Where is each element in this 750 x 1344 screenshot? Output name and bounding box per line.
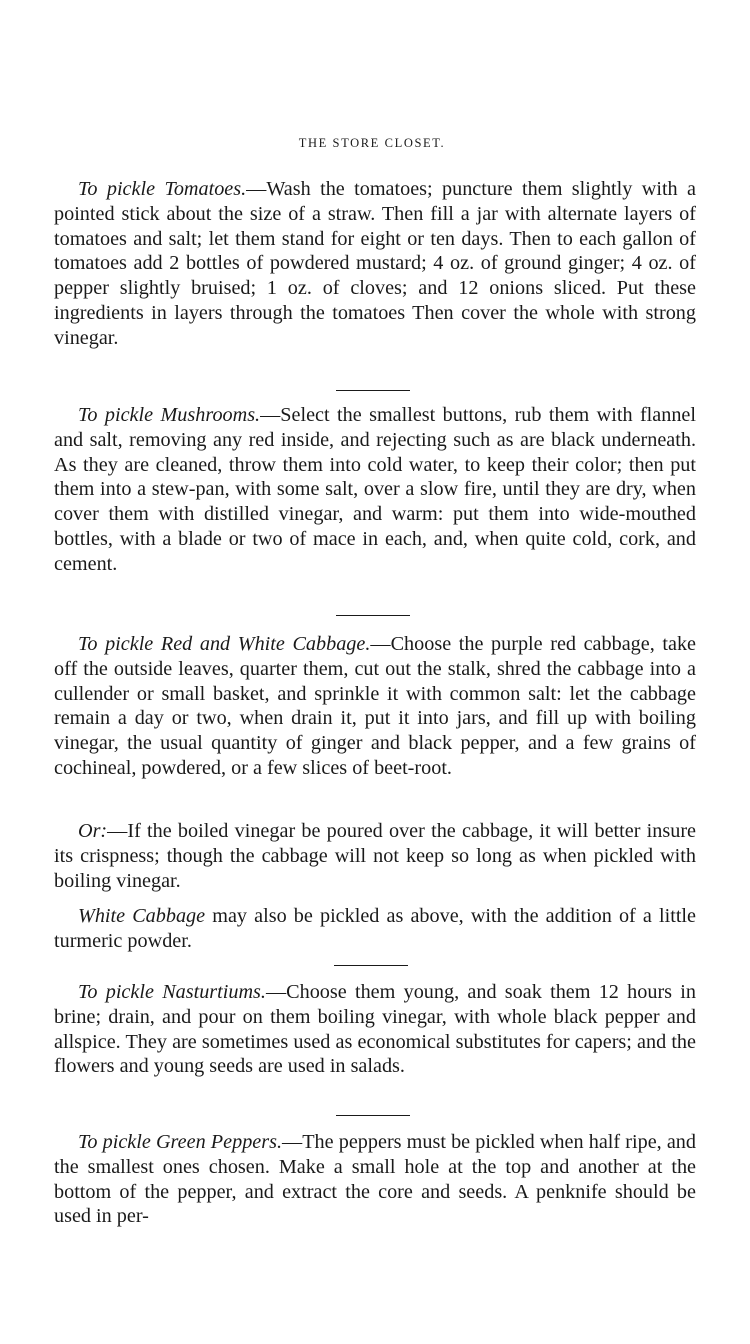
recipe-body: —Choose the purple red cabbage, take off the outside leaves, quarter them, cut out the stalk, shred the cabbage into a cullender or small basket, and sprinkle it with common salt: let the cabbage remain a day or two, when drain it, put it into jars, and fill up with boiling vinegar, the usual quantity of ginger and black pepper, and a few grains of cochineal, powdered, or a few slices of beet-root. [54, 633, 696, 779]
running-head: THE STORE CLOSET. [298, 136, 446, 150]
recipe-paragraph [54, 632, 696, 781]
section-rule [334, 965, 408, 966]
recipe-tomatoes [54, 177, 696, 351]
recipe-white-cabbage [54, 904, 696, 954]
section-rule [336, 390, 410, 391]
recipe-title: Or: [78, 820, 108, 842]
section-rule [336, 615, 410, 616]
recipe-green-peppers [54, 1130, 696, 1229]
recipe-title: To pickle Tomatoes. [78, 178, 247, 200]
recipe-title: To pickle Red and White Cabbage. [78, 633, 371, 655]
recipe-body: —If the boiled vinegar be poured over the cabbage, it will better insure its crispness; though the cabbage will not keep so long as when pickled with boiling vinegar. [54, 820, 696, 892]
recipe-title: To pickle Mushrooms. [78, 404, 261, 426]
recipe-title: To pickle Green Peppers. [78, 1131, 283, 1153]
recipe-paragraph [54, 904, 696, 954]
recipe-title: To pickle Nasturtiums. [78, 981, 266, 1003]
recipe-body: —Wash the tomatoes; puncture them slightly with a pointed stick about the size of a straw. Then fill a jar with alternate layers of tomatoes and salt; let them stand for eight or ten days. Then to each gallon of tomatoes add 2 bottles of powdered mustard; 4 oz. of ground ginger; 4 oz. of pepper slightly bruised; 1 oz. of cloves; and 12 onions sliced. Put these ingredients in layers through the tomatoes Then cover the whole with strong vinegar. [54, 178, 696, 349]
recipe-paragraph [54, 980, 696, 1079]
section-rule [336, 1115, 410, 1116]
recipe-body: may also be pickled as above, with the addition of a little turmeric powder. [54, 905, 697, 952]
recipe-body: —Select the smallest buttons, rub them with flannel and salt, removing any red inside, and rejecting such as are black underneath. As they are cleaned, throw them into cold water, to keep their color; then put them into a stew-pan, with some salt, over a slow fire, until they are dry, when cover them with distilled vinegar, and warm: put them into wide-mouthed bottles, with a blade or two of mace in each, and, when quite cold, cork, and cement. [54, 404, 696, 575]
recipe-body: —Choose them young, and soak them 12 hours in brine; drain, and pour on them boiling vinegar, with whole black pepper and allspice. They are sometimes used as economical substitutes for capers; and the flowers and young seeds are used in salads. [54, 981, 696, 1078]
recipe-paragraph [54, 177, 696, 351]
recipe-mushrooms [54, 403, 696, 577]
recipe-paragraph [54, 1130, 696, 1229]
recipe-paragraph [54, 403, 696, 577]
recipe-title: White Cabbage [78, 905, 206, 927]
recipe-nasturtiums [54, 980, 696, 1079]
recipe-paragraph [54, 819, 696, 893]
recipe-cabbage-alternative [54, 819, 696, 893]
recipe-cabbage [54, 632, 696, 781]
recipe-body: —The peppers must be pickled when half ripe, and the smallest ones chosen. Make a small hole at the top and another at the bottom of the pepper, and extract the core and seeds. A penknife should be used in per- [54, 1131, 696, 1228]
